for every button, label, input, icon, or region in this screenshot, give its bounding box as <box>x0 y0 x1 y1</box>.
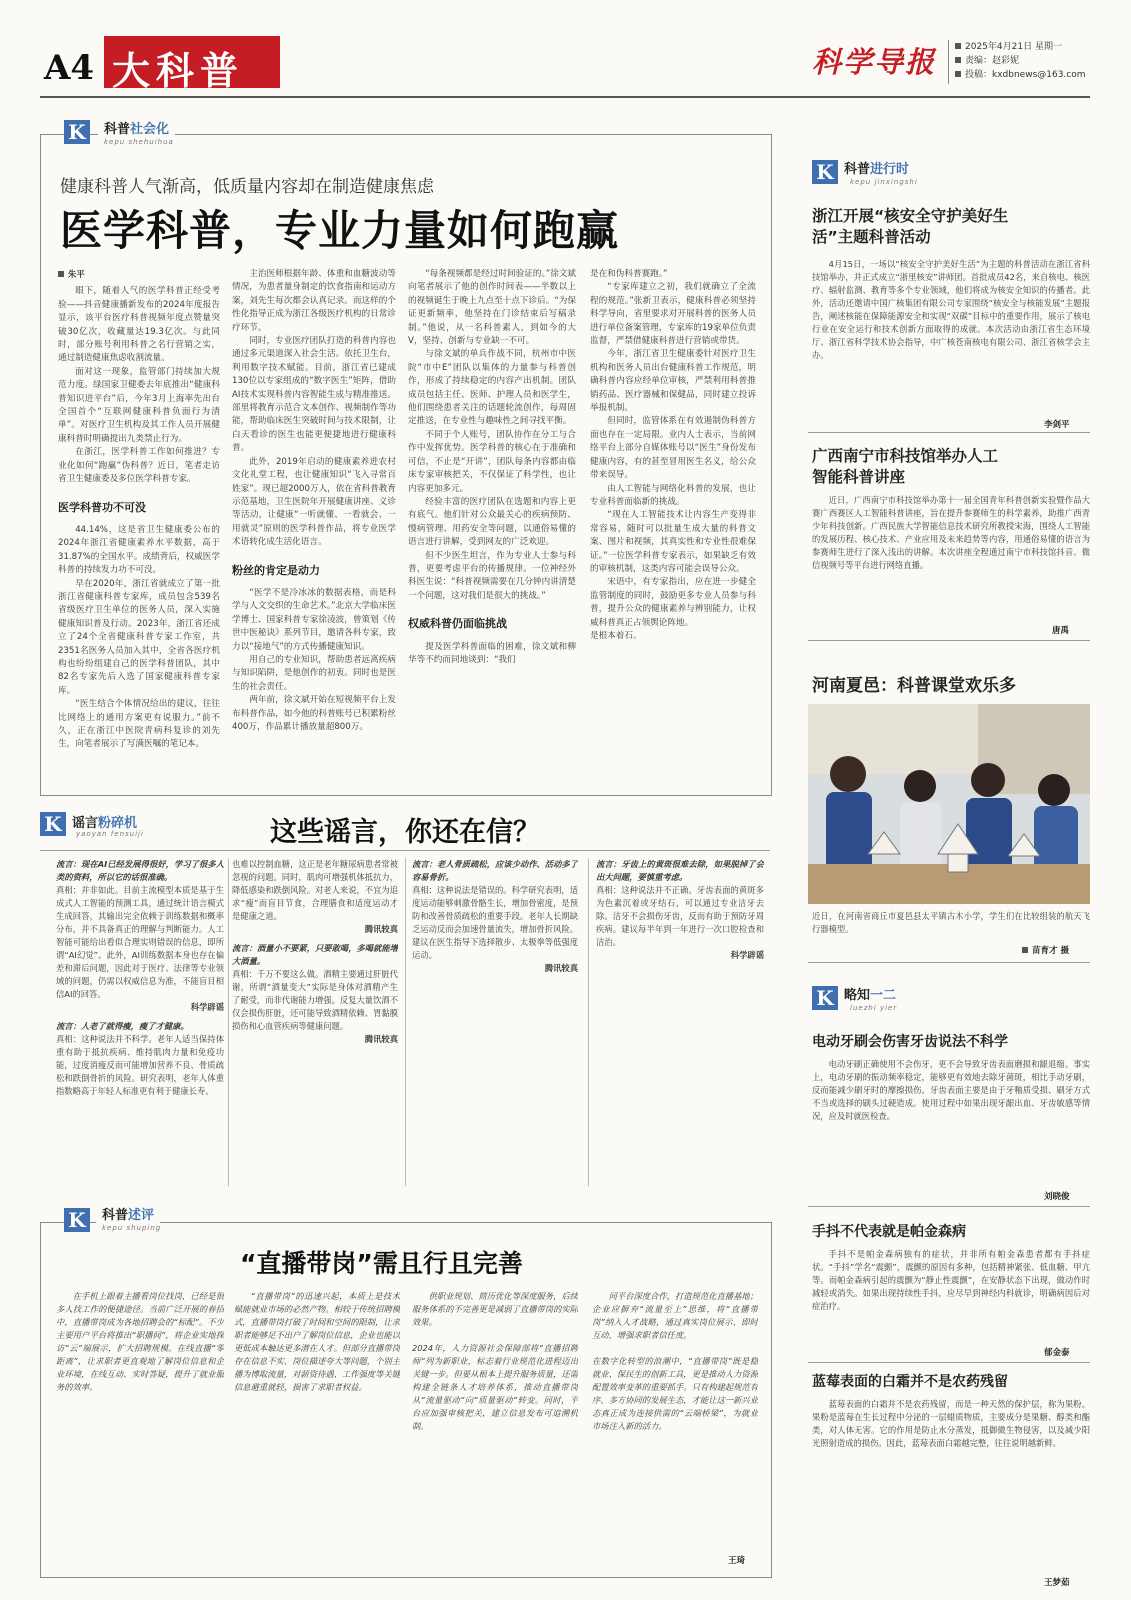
paragraph: “直播带岗”的迅速兴起，本质上是技术赋能就业市场的必然产物。相较于传统招聘模式，直播带岗打破了时间和空间的限制，让求职者能够足不出户了解岗位信息，企业也能以更低成本触达更多潜在人才。但部分直播带岗存在信息不实、岗位描述夸大等问题，个别主播为博取流量，对薪资待遇、工作强度等关键信息避重就轻，损害了求职者权益。 <box>234 1291 400 1392</box>
tip-headline: 手抖不代表就是帕金森病 <box>812 1224 966 1240</box>
paragraph: 此外，2019年启动的健康素养进农村文化礼堂工程，也让健康知识“飞入寻常百姓家”。现已超2000万人，依在省科普教育示范基地，卫生医院年开展健康讲座、义诊等活动，让健康“一听就懂、一看就会、一用就灵”原则的医学科普作品，将专业医学术语转化成生活化语言。 <box>232 456 396 548</box>
byline: 李剑平 <box>1044 420 1070 430</box>
rumor-claim: 流言：酒量小不要紧，只要敢喝，多喝就能增大酒量。 <box>232 943 398 966</box>
section-headline: 这些谣言，你还在信？ <box>270 817 540 848</box>
paragraph: 在手机上跟着主播看岗位找岗，已经是很多人找工作的便捷途径。当前广泛开展的春招中，直播带岗成为各地招聘会的“标配”。不少主要用户平台将推出“职播间”，将企业实地探访“云”端展示，扩大招聘规模。在线直播“零距离”，让求职者更直观地了解岗位信息和企业环境，在线互动、实时答疑，提升了就业服务的效率。 <box>56 1291 224 1392</box>
section-title: 大科普 <box>112 49 245 93</box>
paragraph: 由人工智能与网络化科普的发展，也让专业科普面临新的挑战。 <box>590 483 756 507</box>
rumor-truth: 真相：这种说法是错误的。科学研究表明，适度运动能够刺激骨骼生长，增加骨密度，是预防和改善骨质疏松的重要手段。老年人长期缺乏运动反而会加速骨量流失，增加骨折风险。建议在医生指导下选择散步、太极拳等低强度运动。 <box>412 885 578 960</box>
rumor-claim: 流言：牙齿上的黄斑很难去除，如果脱掉了会出大问题，要慎重考虑。 <box>596 859 764 882</box>
article-headline: 医学科普，专业力量如何跑赢 <box>60 206 620 255</box>
paragraph: 不同于个人账号，团队协作在分工与合作中发挥优势。医学科普的核心在于准确和可信，不止是“开讲”，团队每条内容都由临床专家审核把关，不仅保证了科学性，也让内容更加多元。 <box>408 429 576 494</box>
column-rule <box>588 858 589 1186</box>
issue-date: 2025年4月21日 星期一 <box>965 42 1062 52</box>
rumor-truth: 真相：并非如此。目前主流模型本质是基于生成式人工智能的预测工具，通过统计语言模式生成回答，其输出完全依赖于训练数据和概率分布，并不具备真正的理解与判断能力。人工智能可能给出看似合理实则错误的信息，即所谓“AI幻觉”。此外，AI训练数据本身也存在偏差和滞后问题，因此对于医疗、法律等专业领域的问题，仍需以权威信息为准，不能盲目相信AI的回答。 <box>56 885 224 999</box>
review-headline: “直播带岗”需且行且完善 <box>240 1249 523 1278</box>
paragraph: 同平台深度合作，打造规范化直播基地；企业应摒弃“流量至上”思维，将“直播带岗”纳入人才战略，通过真实岗位展示、即时互动，增强求职者信任度。 在数字化转型的浪潮中，“直播带岗”既是稳就业、保民生的创新工具，更是推动人力资源配置效率变革的重要抓手。只有构建起规范有序、多方协同的发展生态，才能让这一新兴业态真正成为连接供需的“云端桥梁”，为就业市场注入新的活力。 <box>592 1291 758 1431</box>
rumor-truth: 真相：千万不要这么做。酒精主要通过肝脏代谢，所谓“酒量变大”实际是身体对酒精产生了耐受，而非代谢能力增强。反复大量饮酒不仅会损伤肝脏，还可能导致酒精依赖、胃黏膜损伤和心血管疾病等健康问题。 <box>232 969 398 1031</box>
masthead-divider <box>948 40 949 84</box>
byline: 腾讯较真 <box>544 963 578 973</box>
column-pinyin: kepu shehuihua <box>104 138 174 146</box>
paragraph: 两年前，徐文斌开始在短视频平台上发布科普作品，如今他的科普账号已积累粉丝400万，作品累计播放量超800万。 <box>232 695 396 732</box>
rumor-truth: 也难以控制血糖，这正是老年糖尿病患者常被忽视的问题。同时，肌肉可增强机体抵抗力，降低感染和跌倒风险。对老人来说，不宜为追求“瘦”而盲目节食，合理膳食和适度运动才是健康之道。 <box>232 859 398 921</box>
masthead-rule <box>40 96 1090 98</box>
paragraph: 是在和伪科普赛跑。” <box>590 269 668 279</box>
divider <box>808 640 1090 641</box>
submission-email[interactable]: 投稿：kxdbnews@163.com <box>965 70 1086 80</box>
paragraph: 眼下，随着人气的医学科普正经受考验——抖音健康播新发布的2024年度报告显示，该平台医疗科普视频年度点赞量突破30亿次，收藏量达19.3亿次。与此同时，部分账号利用科普之名行营销之实，通过制造健康焦虑收割流量。 <box>58 286 220 364</box>
byline: 刘晓俊 <box>1044 1192 1070 1202</box>
paragraph: 但同时，监管体系在有效遏制伪科普方面也存在一定局限。业内人士表示，当前网络平台上部分自媒体账号以“医生”身份发布健康内容，有的甚至冒用医生名义，给公众带来误导。 <box>590 416 756 481</box>
column-name: 科普 <box>104 122 131 137</box>
byline: 腾讯较真 <box>364 1034 398 1044</box>
column-name: 略知 <box>844 988 871 1003</box>
column-pinyin: kepu jinxingshi <box>850 178 918 186</box>
column-name-accent: 进行时 <box>870 162 910 177</box>
rumor-truth: 真相：这种说法并不正确。牙齿表面的黄斑多为色素沉着或牙结石，可以通过专业洁牙去除。洁牙不会损伤牙齿，反而有助于预防牙周疾病。建议每半年到一年进行一次口腔检查和洁治。 <box>596 885 764 947</box>
paragraph: 近日，广西南宁市科技馆举办第十一届全国青年科普创新实验暨作品大赛广西赛区人工智能科普讲座，旨在提升参赛师生的科学素养，助推广西青少年科技创新。广西民族大学智能信息技术研究所教授宋海，围绕人工智能的发展历程、核心技术、产业应用及未来趋势等内容，用通俗易懂的语言为参赛师生进行了深入浅出的讲解。本次讲座全程通过南宁市科技馆抖音、微信视频号等平台进行网络直播。 <box>812 495 1090 570</box>
paper-logo: 科学导报 <box>812 45 937 79</box>
byline: 朱平 <box>68 269 85 279</box>
column-rule <box>405 858 406 1186</box>
tip-headline: 电动牙刷会伤害牙齿说法不科学 <box>812 1034 1008 1050</box>
paragraph: 在浙江，医学科普工作如何推进？专业化如何“跑赢”伪科普？近日，笔者走访省卫生健康委及多位医学科普专家。 <box>58 447 220 485</box>
paragraph: 面对这一现象，监管部门持续加大规范力度。绿国家卫健委去年底推出“健康科普知识进平台”后，今年3月上海率先出台全国首个“互联网健康科普负面行为清单”。对医疗卫生机构及其工作人员开展健康科普时明确提出九类禁止行为。 <box>58 366 220 444</box>
section-heading: 医学科普功不可没 <box>58 500 146 514</box>
news-headline: 广西南宁市科技馆举办人工智能科普讲座 <box>812 447 999 486</box>
divider <box>808 1362 1090 1363</box>
byline: 王梦茹 <box>1044 1578 1070 1588</box>
news-headline: 浙江开展“核安全守护美好生活”主题科普活动 <box>812 207 1009 246</box>
paragraph: “医学不是冷冰冰的数据表格，而是科学与人文交织的生命艺术。”北京大学临床医学博士、国家科普专家徐凌波，曾策划《传世中医秘诀》系列节目，邀请各科专家，致力以“接地气”的方式传播健康知识。 <box>232 587 396 652</box>
column-pinyin: yaoyan fensuiji <box>76 830 144 838</box>
paragraph: “每条视频都是经过时间验证的。”徐文斌向笔者展示了他的创作时间表——半数以上的视频诞生于晚上九点至十点下诊后。“为保证更新频率，他坚持在门诊结束后写稿录制。”他说，从一名科普素人，到如今的大V，坚持、创新与专业缺一不可。 <box>408 269 576 347</box>
news-headline: 河南夏邑：科普课堂欢乐多 <box>812 676 1016 696</box>
divider <box>40 850 770 851</box>
paragraph: “现在人工智能技术让内容生产变得非常容易，随时可以批量生成大量的科普文案、图片和视频，其真实性和专业性很难保证。”一位医学科普专家表示，如果缺乏有效的审核机制，这类内容可能会误导公众。 <box>590 510 756 574</box>
paragraph: 与徐文斌的单兵作战不同，杭州市中医院“市中E”团队以集体的力量参与科普创作，形成了持续稳定的内容产出机制。团队成员包括主任、医师、护理人员和医学生，他们围绕患者关注的话题轮流创作，每周固定推送，在专业性与趣味性之间寻找平衡。 <box>408 349 576 427</box>
column-name-accent: 粉碎机 <box>98 816 138 831</box>
paragraph: 用自己的专业知识，帮助患者远离疾病与知识陷阱，是他创作的初衷。同时也是医生的社会责任。 <box>232 654 396 692</box>
paragraph: 主治医师根据年龄、体重和血糖波动等情况，为患者量身制定的饮食指南和运动方案，刘先生每次都会认真记录。而这样的个性化指导正成为浙江各级医疗机构的日常诊疗环节。 <box>232 269 396 333</box>
paragraph: 手抖不是帕金森病独有的症状，并非所有帕金森患者都有手抖症状。“手抖”学名“震颤”，震颤的原因有多种，包括精神紧张、低血糖、甲亢等。而帕金森病引起的震颤为“静止性震颤”，在安静状态下出现，做动作时减轻或消失。如果出现持续性手抖，应尽早到神经内科就诊，明确病因后对症治疗。 <box>812 1249 1090 1311</box>
divider <box>808 962 1090 963</box>
column-name: 科普 <box>844 162 871 177</box>
column-name: 科普 <box>102 1208 129 1223</box>
k-logo-icon: K <box>812 986 838 1010</box>
bullet-icon <box>955 57 961 63</box>
byline: 科学辟谣 <box>730 950 764 960</box>
paragraph: 经验丰富的医疗团队在选题和内容上更有底气。他们针对公众最关心的疾病预防、慢病管理、用药安全等问题，以通俗易懂的语言进行讲解，受到网友的广泛欢迎。 <box>408 496 576 548</box>
paragraph: “医生结合个体情况给出的建议，往往比网络上的通用方案更有说服力。”前不久，正在浙江中医院青病科复诊的刘先生，向笔者展示了写满医嘱的笔记本。 <box>58 699 220 750</box>
paragraph: 早在2020年，浙江省就成立了第一批浙江省健康科普专家库，成员包含539名省级医疗卫生单位的医务人员，深入实施健康知识普及行动。2023年，浙江省还成立了24个全省健康科普专家工作室，共2351名医务人员加入其中，全省各医疗机构也纷纷组建自己的医学科普团队，其中82名专家先后入选了国家健康科普专家库。 <box>58 578 220 696</box>
paragraph: 是根本着石。 <box>590 630 642 641</box>
paragraph: 蓝莓表面的白霜并不是农药残留，而是一种天然的保护层，称为果粉。果粉是蓝莓在生长过程中分泌的一层蜡质物质，主要成分是果糖、醇类和酯类，对人体无害。它的作用是防止水分蒸发，抵御微生物侵害，以及减少阳光照射造成的损伤。因此，蓝莓表面白霜越完整，往往说明越新鲜。 <box>812 1399 1090 1448</box>
section-heading: 粉丝的肯定是动力 <box>232 563 320 577</box>
paragraph: 同时，专业医疗团队打造的科普内容也通过多元渠道深入社会生活。依托卫生台，利用数字技术赋能。目前，浙江省已建成130位以专家组成的“数字医生”矩阵，借助AI技术实现科普内容智能生成与精准推送。部里将教育示范合文本创作、视频制作等功能，帮助临床医生突破时间与技术限制，让白天看诊的医生也能更便捷地进行健康科普。 <box>232 336 396 454</box>
divider <box>808 1206 1090 1207</box>
bullet-icon <box>955 71 961 77</box>
paragraph: 但不少医生坦言，作为专业人士参与科普，更要考虑平台的传播规律。一位神经外科医生说：“科普视频需要在几分钟内讲清楚一个问题，这对我们是很大的挑战。” <box>408 550 576 601</box>
paragraph: 宋语中，有专家指出，应在进一步健全监管制度的同时，鼓励更多专业人员参与科普，提升公众的健康素养与辨别能力，让权威科普真正占领舆论阵地。 <box>590 577 756 628</box>
column-name-accent: 一二 <box>870 988 897 1003</box>
school-photo <box>808 704 1090 904</box>
divider <box>808 432 1090 433</box>
column-rule <box>228 858 229 1186</box>
paragraph: 44.14%，这是省卫生健康委公布的2024年浙江省健康素养水平数据，高于31.87%的全国水平。成绩背后，权威医学科普的持续发力功不可没。 <box>58 524 220 576</box>
rumor-claim: 流言：人老了就得瘦，瘦了才健康。 <box>56 1021 189 1031</box>
editor: 责编：赵彩妮 <box>965 56 1020 66</box>
rumor-claim: 流言：老人骨质疏松，应该少动作、活动多了容易骨折。 <box>412 859 578 882</box>
k-logo-icon: K <box>64 120 90 144</box>
byline: 唐禹 <box>1052 626 1070 636</box>
rumor-truth: 真相：这种说法并不科学。老年人适当保持体重有助于抵抗疾病、维持肌肉力量和免疫功能，过度消瘦反而可能增加营养不良、骨质疏松和跌倒骨折的风险。研究表明，老年人体重指数略高于年轻人标准更有利于健康长寿。 <box>56 1034 224 1096</box>
photo-credit: 苗育才 摄 <box>1032 946 1069 956</box>
photo-caption: 近日，在河南省商丘市夏邑县太平镇古木小学，学生们在比较组装的航天飞行器模型。 <box>812 911 1090 934</box>
paragraph: 提及医学科普面临的困难，徐文斌和柳华等不约而同地谈到：“我们 <box>408 641 576 665</box>
byline: 科学辟谣 <box>190 1002 224 1012</box>
paragraph: 电动牙刷正确使用不会伤牙，更不会导致牙齿表面磨损和龈退缩。事实上，电动牙刷的振动频率稳定，能够更有效地去除牙菌斑，相比手动牙刷，反而能减少刷牙时的摩擦损伤。牙齿表面主要是由于牙釉质受损、刷牙方式不当或选择的刷头过硬造成。使用过程中如果出现牙龈出血、牙齿敏感等情况，应及时就医检查。 <box>812 1059 1090 1121</box>
k-logo-icon: K <box>64 1208 90 1232</box>
bullet-icon <box>58 271 64 277</box>
page-number: A4 <box>44 48 95 88</box>
column-name-accent: 述评 <box>128 1208 155 1223</box>
paragraph: “专家库建立之初，我们就确立了全流程的规范。”张新卫表示，健康科普必须坚持科学导向，省里要求对开展科普的医务人员进行单位备案管理，专家库的19家单位负责监督，严禁借健康科普进行营销或带货。 <box>590 282 756 347</box>
column-name: 谣言 <box>72 816 99 831</box>
paragraph: 4月15日，一场以“核安全守护美好生活”为主题的科普活动在浙江省科技馆举办，并正式成立“浙里核安”讲师团。首批成员42名，来自核电、核医疗、辐射监测、教育等多个专业领域，他们将成为核安全知识的传播者。此外，活动还邀请中国广核集团有限公司专家围绕“核安全与核能发展”主题报告，阐述核能在保障能源安全和实现“双碳”目标中的重要作用，展示了核电行业在安全运行和技术创新方面取得的成就。本次活动由浙江省生态环境厅、浙江省科学技术协会指导，中广核苍南核电有限公司、浙江省核学会主办。 <box>812 259 1090 360</box>
byline: 郁金泰 <box>1044 1348 1070 1358</box>
article-subtitle: 健康科普人气渐高，低质量内容却在制造健康焦虑 <box>60 177 434 197</box>
bullet-icon <box>955 43 961 49</box>
paragraph: 今年，浙江省卫生健康委针对医疗卫生机构和医务人员出台健康科普工作规范，明确科普内容应经单位审核，严禁利用科普推销药品、医疗器械和保健品，同时建立投诉举报机制。 <box>590 349 756 414</box>
k-logo-icon: K <box>40 812 66 836</box>
column-pinyin: kepu shuping <box>102 1224 162 1232</box>
column-pinyin: luezhi yier <box>850 1004 898 1012</box>
k-logo-icon: K <box>812 160 838 184</box>
tip-headline: 蓝莓表面的白霜并不是农药残留 <box>812 1374 1008 1390</box>
section-heading: 权威科普仍面临挑战 <box>408 617 507 631</box>
column-name-accent: 社会化 <box>130 122 170 137</box>
rumor-claim: 流言：现在AI已经发展得很好，学习了很多人类的资料，所以它的话很准确。 <box>56 859 224 882</box>
byline: 腾讯较真 <box>364 924 398 934</box>
paragraph: 供职业规划、简历优化等深度服务，后续服务体系的不完善更是减弱了直播带岗的实际效果。 2024年，人力资源社会保障部将“直播招聘师”列为新职业，标志着行业规范化进程迈出关键一步。但要从根本上提升服务质量，还需构建全链条人才培养体系，推动直播带岗从“流量驱动”向“质量驱动”转变。同时，平台应加强审核把关，建立信息发布可追溯机制。 <box>412 1291 578 1431</box>
student <box>826 756 872 882</box>
bullet-icon <box>1022 947 1028 953</box>
byline: 王琦 <box>728 1556 746 1566</box>
